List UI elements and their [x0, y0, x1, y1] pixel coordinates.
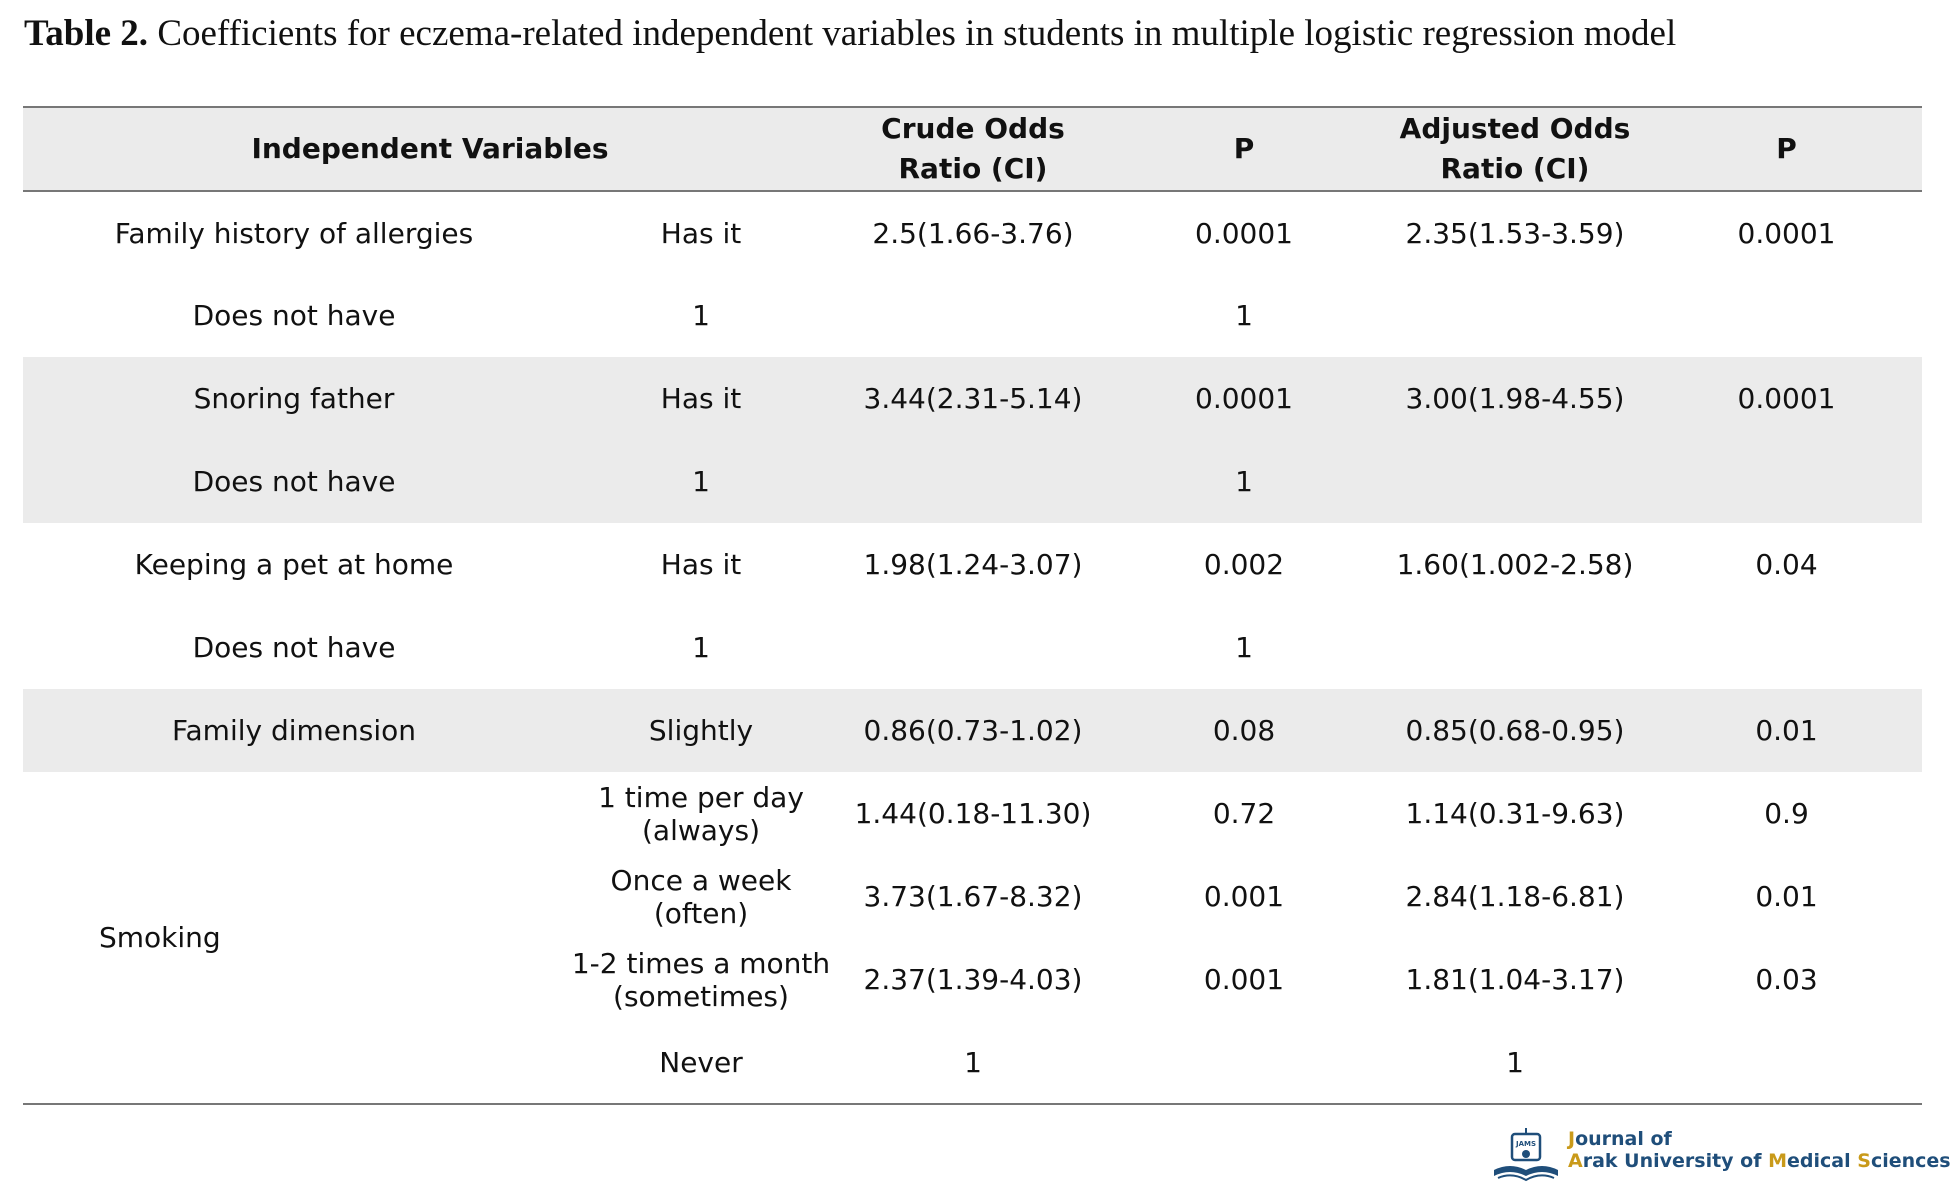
level-cell: Slightly [648, 714, 754, 747]
p-adjusted-cell [1651, 440, 1922, 523]
smoking-row [23, 772, 1922, 855]
table-row [23, 440, 1922, 523]
header-row [23, 107, 1922, 191]
caption-label: Table 2. [24, 13, 149, 54]
crude-cell: 1 [964, 1045, 982, 1079]
crude-cell: 3.44(2.31-5.14) [863, 382, 1083, 415]
level-cell: 1 [692, 631, 710, 664]
level-cell: 1 [692, 465, 710, 498]
p-crude-cell: 0.72 [1212, 797, 1276, 830]
level-cell: Has it [660, 548, 742, 581]
adjusted-cell: 2.35(1.53-3.59) [1405, 216, 1625, 250]
header-p-adjusted: P [1651, 107, 1922, 191]
variable-cell: Snoring father [193, 382, 395, 415]
table-row [23, 523, 1922, 606]
crude-cell [837, 440, 1109, 523]
p-crude-cell: 1 [1235, 299, 1253, 332]
caption-text: Coefficients for eczema-related independent variables in students in multiple logistic regression model [148, 13, 1677, 54]
table-row [23, 191, 1922, 274]
p-adjusted-cell [1651, 1021, 1922, 1104]
svg-text:JAMS: JAMS [1515, 1140, 1537, 1148]
table-caption [24, 12, 1924, 55]
crude-cell: 2.5(1.66-3.76) [872, 216, 1074, 250]
p-crude-cell [1109, 1021, 1379, 1104]
p-crude-cell: 0.001 [1203, 880, 1285, 913]
variable-cell: Does not have [192, 465, 396, 498]
p-adjusted-cell: 0.0001 [1737, 382, 1836, 415]
table-row [23, 689, 1922, 772]
adjusted-cell: 2.84(1.18-6.81) [1405, 880, 1625, 913]
crude-cell: 3.73(1.67-8.32) [863, 880, 1083, 913]
variable-cell: Family history of allergies [114, 216, 474, 250]
p-adjusted-cell: 0.04 [1755, 548, 1818, 581]
regression-table [23, 106, 1922, 1105]
journal-emblem-icon [1490, 1126, 1562, 1186]
p-adjusted-cell: 0.0001 [1737, 216, 1836, 250]
crude-cell: 1.44(0.18-11.30) [854, 797, 1092, 830]
smoking-level-cell: 1 time per day (always) [598, 780, 804, 847]
p-adjusted-cell: 0.03 [1755, 963, 1818, 996]
adjusted-cell [1379, 440, 1651, 523]
crude-cell [837, 274, 1109, 357]
p-crude-cell: 0.001 [1203, 963, 1285, 996]
variable-cell: Keeping a pet at home [134, 548, 454, 581]
adjusted-cell: 1.81(1.04-3.17) [1405, 963, 1625, 996]
adjusted-cell [1379, 606, 1651, 689]
smoking-level-cell: 1-2 times a month (sometimes) [571, 946, 831, 1013]
p-adjusted-cell: 0.01 [1755, 714, 1818, 747]
p-crude-cell: 0.0001 [1195, 382, 1293, 415]
header-adjusted: Adjusted Odds Ratio (CI) [1379, 107, 1651, 191]
level-cell: Has it [660, 382, 742, 415]
crude-cell [837, 606, 1109, 689]
p-crude-cell: 0.002 [1203, 548, 1285, 581]
table-row [23, 606, 1922, 689]
p-crude-cell: 1 [1235, 631, 1253, 664]
adjusted-cell [1379, 274, 1651, 357]
crude-cell: 2.37(1.39-4.03) [863, 963, 1083, 996]
smoking-label: Smoking [99, 921, 221, 954]
crude-cell: 0.86(0.73-1.02) [863, 714, 1083, 747]
journal-name: Journal of Arak University of Medical Sciences [1568, 1128, 1951, 1172]
p-adjusted-cell [1651, 606, 1922, 689]
p-adjusted-cell: 0.01 [1755, 880, 1818, 913]
table-row [23, 357, 1922, 440]
adjusted-cell: 3.00(1.98-4.55) [1405, 382, 1625, 415]
smoking-level-cell: Never [659, 1045, 743, 1079]
level-cell: 1 [692, 299, 710, 332]
adjusted-cell: 0.85(0.68-0.95) [1405, 714, 1625, 747]
variable-cell: Does not have [192, 299, 396, 332]
p-crude-cell: 0.0001 [1195, 216, 1293, 250]
smoking-level-cell: Once a week (often) [610, 863, 792, 930]
variable-cell: Family dimension [171, 714, 417, 747]
adjusted-cell: 1.60(1.002-2.58) [1396, 548, 1634, 581]
variable-cell: Does not have [192, 631, 396, 664]
header-variables: Independent Variables [23, 107, 837, 191]
p-adjusted-cell: 0.9 [1764, 797, 1809, 830]
table-row [23, 274, 1922, 357]
crude-cell: 1.98(1.24-3.07) [863, 548, 1083, 581]
p-adjusted-cell [1651, 274, 1922, 357]
adjusted-cell: 1.14(0.31-9.63) [1405, 797, 1625, 830]
header-p-crude: P [1109, 107, 1379, 191]
p-crude-cell: 0.08 [1212, 714, 1276, 747]
header-crude: Crude Odds Ratio (CI) [837, 107, 1109, 191]
level-cell: Has it [660, 216, 742, 250]
p-crude-cell: 1 [1235, 465, 1253, 498]
adjusted-cell: 1 [1506, 1045, 1524, 1079]
journal-logo [1490, 1126, 1951, 1188]
